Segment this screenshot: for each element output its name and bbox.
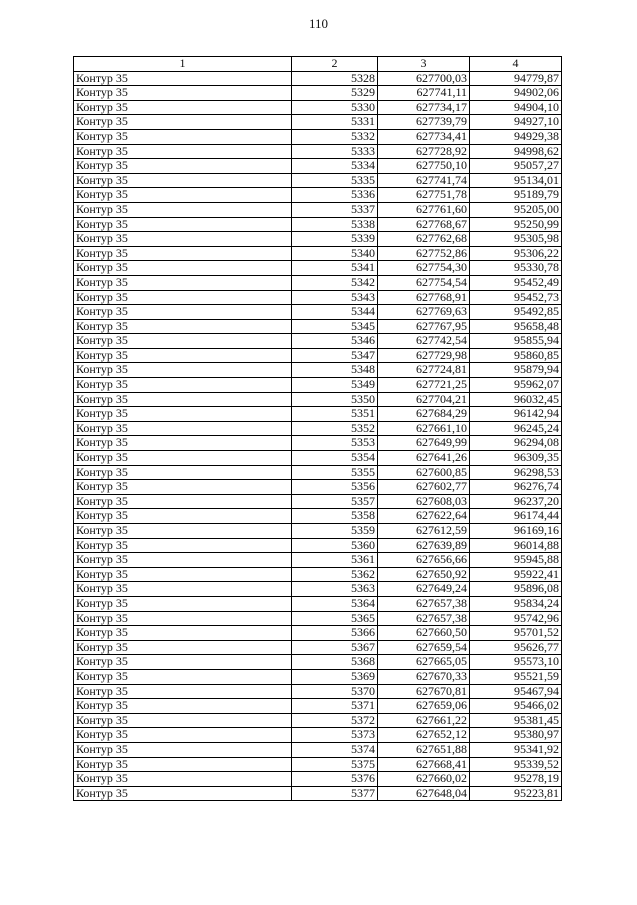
table-row <box>74 159 562 174</box>
x-coordinate-cell: 627668,41 <box>378 757 470 772</box>
x-coordinate-cell: 627700,03 <box>378 71 470 86</box>
x-coordinate-cell: 627684,29 <box>378 407 470 422</box>
point-number-cell: 5354 <box>292 451 378 466</box>
point-number-cell: 5328 <box>292 71 378 86</box>
table-row <box>74 378 562 393</box>
point-number-cell: 5357 <box>292 494 378 509</box>
table-row <box>74 538 562 553</box>
x-coordinate-cell: 627754,54 <box>378 275 470 290</box>
y-coordinate-cell: 95573,10 <box>470 655 562 670</box>
table-row <box>74 757 562 772</box>
y-coordinate-cell: 95922,41 <box>470 567 562 582</box>
point-number-cell: 5371 <box>292 699 378 714</box>
table-row <box>74 596 562 611</box>
contour-name-cell: Контур 35 <box>74 553 292 568</box>
table-row <box>74 305 562 320</box>
y-coordinate-cell: 94902,06 <box>470 86 562 101</box>
table-row <box>74 626 562 641</box>
y-coordinate-cell: 94927,10 <box>470 115 562 130</box>
y-coordinate-cell: 95250,99 <box>470 217 562 232</box>
y-coordinate-cell: 94779,87 <box>470 71 562 86</box>
point-number-cell: 5339 <box>292 232 378 247</box>
contour-name-cell: Контур 35 <box>74 480 292 495</box>
y-coordinate-cell: 95189,79 <box>470 188 562 203</box>
contour-name-cell: Контур 35 <box>74 611 292 626</box>
y-coordinate-cell: 96294,08 <box>470 436 562 451</box>
point-number-cell: 5353 <box>292 436 378 451</box>
contour-name-cell: Контур 35 <box>74 100 292 115</box>
contour-name-cell: Контур 35 <box>74 465 292 480</box>
y-coordinate-cell: 95834,24 <box>470 596 562 611</box>
y-coordinate-cell: 96298,53 <box>470 465 562 480</box>
x-coordinate-cell: 627724,81 <box>378 363 470 378</box>
point-number-cell: 5345 <box>292 319 378 334</box>
y-coordinate-cell: 95701,52 <box>470 626 562 641</box>
point-number-cell: 5344 <box>292 305 378 320</box>
table-row <box>74 553 562 568</box>
table-row <box>74 392 562 407</box>
y-coordinate-cell: 96237,20 <box>470 494 562 509</box>
point-number-cell: 5329 <box>292 86 378 101</box>
point-number-cell: 5334 <box>292 159 378 174</box>
contour-name-cell: Контур 35 <box>74 261 292 276</box>
y-coordinate-cell: 95860,85 <box>470 348 562 363</box>
point-number-cell: 5332 <box>292 129 378 144</box>
table-row <box>74 100 562 115</box>
y-coordinate-cell: 95306,22 <box>470 246 562 261</box>
contour-name-cell: Контур 35 <box>74 334 292 349</box>
y-coordinate-cell: 96276,74 <box>470 480 562 495</box>
contour-name-cell: Контур 35 <box>74 640 292 655</box>
contour-name-cell: Контур 35 <box>74 159 292 174</box>
point-number-cell: 5362 <box>292 567 378 582</box>
x-coordinate-cell: 627600,85 <box>378 465 470 480</box>
table-row <box>74 202 562 217</box>
y-coordinate-cell: 95341,92 <box>470 742 562 757</box>
point-number-cell: 5343 <box>292 290 378 305</box>
y-coordinate-cell: 95466,02 <box>470 699 562 714</box>
x-coordinate-cell: 627650,92 <box>378 567 470 582</box>
point-number-cell: 5336 <box>292 188 378 203</box>
point-number-cell: 5331 <box>292 115 378 130</box>
y-coordinate-cell: 96174,44 <box>470 509 562 524</box>
table-row <box>74 71 562 86</box>
table-row <box>74 246 562 261</box>
column-header-3: 3 <box>378 57 470 72</box>
contour-name-cell: Контур 35 <box>74 305 292 320</box>
point-number-cell: 5348 <box>292 363 378 378</box>
coordinates-table <box>73 56 562 801</box>
point-number-cell: 5360 <box>292 538 378 553</box>
x-coordinate-cell: 627649,99 <box>378 436 470 451</box>
point-number-cell: 5361 <box>292 553 378 568</box>
point-number-cell: 5374 <box>292 742 378 757</box>
point-number-cell: 5338 <box>292 217 378 232</box>
table-row <box>74 640 562 655</box>
contour-name-cell: Контур 35 <box>74 129 292 144</box>
y-coordinate-cell: 95962,07 <box>470 378 562 393</box>
x-coordinate-cell: 627659,54 <box>378 640 470 655</box>
y-coordinate-cell: 95339,52 <box>470 757 562 772</box>
contour-name-cell: Контур 35 <box>74 86 292 101</box>
point-number-cell: 5356 <box>292 480 378 495</box>
point-number-cell: 5352 <box>292 421 378 436</box>
x-coordinate-cell: 627648,04 <box>378 786 470 801</box>
table-row <box>74 684 562 699</box>
contour-name-cell: Контур 35 <box>74 71 292 86</box>
y-coordinate-cell: 95381,45 <box>470 713 562 728</box>
x-coordinate-cell: 627750,10 <box>378 159 470 174</box>
table-row <box>74 728 562 743</box>
x-coordinate-cell: 627660,02 <box>378 772 470 787</box>
table-row <box>74 188 562 203</box>
x-coordinate-cell: 627728,92 <box>378 144 470 159</box>
table-row <box>74 144 562 159</box>
contour-name-cell: Контур 35 <box>74 494 292 509</box>
x-coordinate-cell: 627622,64 <box>378 509 470 524</box>
table-row <box>74 611 562 626</box>
x-coordinate-cell: 627670,81 <box>378 684 470 699</box>
table-row <box>74 129 562 144</box>
contour-name-cell: Контур 35 <box>74 699 292 714</box>
x-coordinate-cell: 627752,86 <box>378 246 470 261</box>
contour-name-cell: Контур 35 <box>74 582 292 597</box>
y-coordinate-cell: 95057,27 <box>470 159 562 174</box>
y-coordinate-cell: 94998,62 <box>470 144 562 159</box>
x-coordinate-cell: 627761,60 <box>378 202 470 217</box>
x-coordinate-cell: 627704,21 <box>378 392 470 407</box>
point-number-cell: 5337 <box>292 202 378 217</box>
point-number-cell: 5341 <box>292 261 378 276</box>
point-number-cell: 5377 <box>292 786 378 801</box>
point-number-cell: 5335 <box>292 173 378 188</box>
table-row <box>74 655 562 670</box>
contour-name-cell: Контур 35 <box>74 407 292 422</box>
x-coordinate-cell: 627742,54 <box>378 334 470 349</box>
y-coordinate-cell: 95521,59 <box>470 669 562 684</box>
y-coordinate-cell: 95380,97 <box>470 728 562 743</box>
contour-name-cell: Контур 35 <box>74 772 292 787</box>
contour-name-cell: Контур 35 <box>74 115 292 130</box>
x-coordinate-cell: 627729,98 <box>378 348 470 363</box>
x-coordinate-cell: 627657,38 <box>378 611 470 626</box>
y-coordinate-cell: 96014,88 <box>470 538 562 553</box>
table-row <box>74 567 562 582</box>
contour-name-cell: Контур 35 <box>74 538 292 553</box>
contour-name-cell: Контур 35 <box>74 202 292 217</box>
contour-name-cell: Контур 35 <box>74 173 292 188</box>
y-coordinate-cell: 94929,38 <box>470 129 562 144</box>
point-number-cell: 5375 <box>292 757 378 772</box>
y-coordinate-cell: 95223,81 <box>470 786 562 801</box>
y-coordinate-cell: 95467,94 <box>470 684 562 699</box>
table-row <box>74 173 562 188</box>
point-number-cell: 5365 <box>292 611 378 626</box>
contour-name-cell: Контур 35 <box>74 626 292 641</box>
x-coordinate-cell: 627762,68 <box>378 232 470 247</box>
y-coordinate-cell: 95278,19 <box>470 772 562 787</box>
contour-name-cell: Контур 35 <box>74 596 292 611</box>
y-coordinate-cell: 95452,73 <box>470 290 562 305</box>
x-coordinate-cell: 627656,66 <box>378 553 470 568</box>
contour-name-cell: Контур 35 <box>74 232 292 247</box>
table-row <box>74 699 562 714</box>
table-row <box>74 494 562 509</box>
x-coordinate-cell: 627602,77 <box>378 480 470 495</box>
contour-name-cell: Контур 35 <box>74 655 292 670</box>
contour-name-cell: Контур 35 <box>74 378 292 393</box>
contour-name-cell: Контур 35 <box>74 363 292 378</box>
x-coordinate-cell: 627734,17 <box>378 100 470 115</box>
table-row <box>74 261 562 276</box>
point-number-cell: 5372 <box>292 713 378 728</box>
table-row <box>74 480 562 495</box>
x-coordinate-cell: 627651,88 <box>378 742 470 757</box>
y-coordinate-cell: 96032,45 <box>470 392 562 407</box>
table-row <box>74 217 562 232</box>
contour-name-cell: Контур 35 <box>74 275 292 290</box>
contour-name-cell: Контур 35 <box>74 728 292 743</box>
x-coordinate-cell: 627739,79 <box>378 115 470 130</box>
x-coordinate-cell: 627612,59 <box>378 524 470 539</box>
y-coordinate-cell: 95855,94 <box>470 334 562 349</box>
table-row <box>74 713 562 728</box>
table-row <box>74 786 562 801</box>
table-row <box>74 334 562 349</box>
contour-name-cell: Контур 35 <box>74 290 292 305</box>
contour-name-cell: Контур 35 <box>74 246 292 261</box>
contour-name-cell: Контур 35 <box>74 757 292 772</box>
contour-name-cell: Контур 35 <box>74 451 292 466</box>
y-coordinate-cell: 95658,48 <box>470 319 562 334</box>
table-row <box>74 582 562 597</box>
column-header-1: 1 <box>74 57 292 72</box>
x-coordinate-cell: 627721,25 <box>378 378 470 393</box>
x-coordinate-cell: 627768,67 <box>378 217 470 232</box>
table-row <box>74 86 562 101</box>
point-number-cell: 5359 <box>292 524 378 539</box>
table-row <box>74 465 562 480</box>
point-number-cell: 5355 <box>292 465 378 480</box>
table-row <box>74 772 562 787</box>
x-coordinate-cell: 627659,06 <box>378 699 470 714</box>
x-coordinate-cell: 627741,11 <box>378 86 470 101</box>
table-row <box>74 290 562 305</box>
point-number-cell: 5333 <box>292 144 378 159</box>
point-number-cell: 5367 <box>292 640 378 655</box>
x-coordinate-cell: 627767,95 <box>378 319 470 334</box>
table-row <box>74 232 562 247</box>
y-coordinate-cell: 95492,85 <box>470 305 562 320</box>
contour-name-cell: Контур 35 <box>74 786 292 801</box>
y-coordinate-cell: 95945,88 <box>470 553 562 568</box>
table-row <box>74 407 562 422</box>
y-coordinate-cell: 96245,24 <box>470 421 562 436</box>
x-coordinate-cell: 627670,33 <box>378 669 470 684</box>
page-number: 110 <box>308 16 329 31</box>
y-coordinate-cell: 95452,49 <box>470 275 562 290</box>
y-coordinate-cell: 96169,16 <box>470 524 562 539</box>
contour-name-cell: Контур 35 <box>74 509 292 524</box>
table-row <box>74 451 562 466</box>
table-header-row <box>74 57 562 72</box>
contour-name-cell: Контур 35 <box>74 217 292 232</box>
point-number-cell: 5340 <box>292 246 378 261</box>
table-row <box>74 742 562 757</box>
x-coordinate-cell: 627754,30 <box>378 261 470 276</box>
x-coordinate-cell: 627768,91 <box>378 290 470 305</box>
table-row <box>74 436 562 451</box>
y-coordinate-cell: 95896,08 <box>470 582 562 597</box>
point-number-cell: 5368 <box>292 655 378 670</box>
table-row <box>74 275 562 290</box>
column-header-2: 2 <box>292 57 378 72</box>
point-number-cell: 5370 <box>292 684 378 699</box>
point-number-cell: 5373 <box>292 728 378 743</box>
y-coordinate-cell: 96309,35 <box>470 451 562 466</box>
contour-name-cell: Контур 35 <box>74 319 292 334</box>
x-coordinate-cell: 627639,89 <box>378 538 470 553</box>
point-number-cell: 5376 <box>292 772 378 787</box>
point-number-cell: 5351 <box>292 407 378 422</box>
y-coordinate-cell: 95626,77 <box>470 640 562 655</box>
contour-name-cell: Контур 35 <box>74 684 292 699</box>
x-coordinate-cell: 627608,03 <box>378 494 470 509</box>
y-coordinate-cell: 95742,96 <box>470 611 562 626</box>
y-coordinate-cell: 95305,98 <box>470 232 562 247</box>
y-coordinate-cell: 94904,10 <box>470 100 562 115</box>
table-body <box>74 71 562 801</box>
x-coordinate-cell: 627734,41 <box>378 129 470 144</box>
table-row <box>74 363 562 378</box>
point-number-cell: 5358 <box>292 509 378 524</box>
x-coordinate-cell: 627665,05 <box>378 655 470 670</box>
table-row <box>74 524 562 539</box>
point-number-cell: 5347 <box>292 348 378 363</box>
table-row <box>74 421 562 436</box>
contour-name-cell: Контур 35 <box>74 669 292 684</box>
point-number-cell: 5349 <box>292 378 378 393</box>
x-coordinate-cell: 627652,12 <box>378 728 470 743</box>
table-row <box>74 319 562 334</box>
x-coordinate-cell: 627661,10 <box>378 421 470 436</box>
contour-name-cell: Контур 35 <box>74 713 292 728</box>
table-row <box>74 348 562 363</box>
table-row <box>74 115 562 130</box>
point-number-cell: 5366 <box>292 626 378 641</box>
y-coordinate-cell: 95330,78 <box>470 261 562 276</box>
point-number-cell: 5330 <box>292 100 378 115</box>
y-coordinate-cell: 95879,94 <box>470 363 562 378</box>
y-coordinate-cell: 95205,00 <box>470 202 562 217</box>
x-coordinate-cell: 627641,26 <box>378 451 470 466</box>
column-header-4: 4 <box>470 57 562 72</box>
contour-name-cell: Контур 35 <box>74 524 292 539</box>
x-coordinate-cell: 627657,38 <box>378 596 470 611</box>
x-coordinate-cell: 627661,22 <box>378 713 470 728</box>
point-number-cell: 5350 <box>292 392 378 407</box>
contour-name-cell: Контур 35 <box>74 421 292 436</box>
x-coordinate-cell: 627741,74 <box>378 173 470 188</box>
point-number-cell: 5342 <box>292 275 378 290</box>
point-number-cell: 5369 <box>292 669 378 684</box>
contour-name-cell: Контур 35 <box>74 436 292 451</box>
point-number-cell: 5346 <box>292 334 378 349</box>
contour-name-cell: Контур 35 <box>74 144 292 159</box>
contour-name-cell: Контур 35 <box>74 188 292 203</box>
y-coordinate-cell: 96142,94 <box>470 407 562 422</box>
contour-name-cell: Контур 35 <box>74 567 292 582</box>
table-row <box>74 509 562 524</box>
x-coordinate-cell: 627660,50 <box>378 626 470 641</box>
contour-name-cell: Контур 35 <box>74 392 292 407</box>
point-number-cell: 5363 <box>292 582 378 597</box>
contour-name-cell: Контур 35 <box>74 742 292 757</box>
x-coordinate-cell: 627751,78 <box>378 188 470 203</box>
x-coordinate-cell: 627769,63 <box>378 305 470 320</box>
contour-name-cell: Контур 35 <box>74 348 292 363</box>
x-coordinate-cell: 627649,24 <box>378 582 470 597</box>
table-row <box>74 669 562 684</box>
point-number-cell: 5364 <box>292 596 378 611</box>
y-coordinate-cell: 95134,01 <box>470 173 562 188</box>
